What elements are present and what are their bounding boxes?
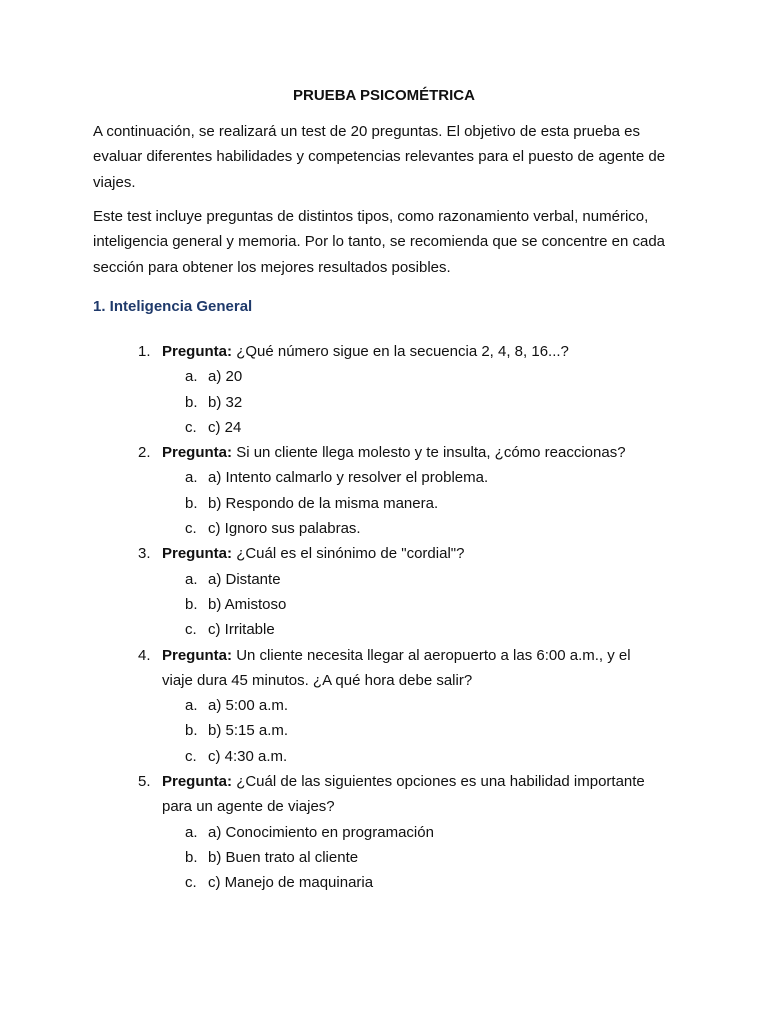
question-item — [0, 339, 768, 440]
question-line — [0, 643, 662, 694]
option-text: c) 4:30 a.m. — [208, 747, 288, 765]
page-title: PRUEBA PSICOMÉTRICA — [293, 87, 475, 104]
answer-option — [0, 516, 768, 541]
option-text: a) 20 — [208, 368, 243, 386]
answer-option — [0, 567, 768, 592]
question-item — [0, 541, 768, 642]
answer-option — [0, 592, 768, 617]
option-text: a) Distante — [208, 570, 281, 588]
option-letter: a. — [185, 368, 198, 386]
question-number: 4. — [138, 646, 151, 664]
question-item — [0, 643, 768, 769]
option-letter: b. — [185, 595, 198, 613]
answer-option — [0, 415, 768, 440]
option-text: b) 32 — [208, 393, 243, 411]
answer-option — [0, 617, 768, 642]
option-text: b) Respondo de la misma manera. — [208, 494, 439, 512]
option-text: b) Buen trato al cliente — [208, 848, 359, 866]
option-letter: c. — [185, 520, 197, 538]
option-text: c) Ignoro sus palabras. — [208, 520, 361, 538]
option-text: a) 5:00 a.m. — [208, 697, 289, 715]
question-line — [0, 440, 662, 465]
option-text: b) Amistoso — [208, 595, 287, 613]
option-letter: a. — [185, 823, 198, 841]
question-label: Pregunta: — [162, 773, 233, 791]
option-letter: a. — [185, 697, 198, 715]
question-label: Pregunta: — [162, 343, 233, 360]
option-letter: c. — [185, 418, 197, 436]
answer-option — [0, 845, 768, 870]
question-number: 2. — [138, 444, 151, 462]
option-letter: b. — [185, 722, 198, 740]
answer-option — [0, 820, 768, 845]
question-line — [0, 541, 662, 566]
intro-paragraph-2: Este test incluye preguntas de distintos tipos, como razonamiento verbal, numérico, inteligencia general y memoria. Por lo tanto, se recomienda que se concentre en cada sección para obtener los mejores resultados posibles. — [93, 208, 665, 276]
question-text: Un cliente necesita llegar al aeropuerto a las 6:00 a.m., y el viaje dura 45 minutos. ¿A qué hora debe salir? — [162, 646, 631, 689]
question-number: 3. — [138, 545, 151, 563]
question-number: 1. — [138, 343, 151, 360]
option-letter: c. — [185, 747, 197, 765]
option-letter: a. — [185, 469, 198, 487]
question-item — [0, 440, 768, 541]
section-heading: 1. Inteligencia General — [93, 298, 253, 315]
question-text: ¿Cuál es el sinónimo de "cordial"? — [236, 545, 465, 563]
answer-option — [0, 870, 768, 895]
question-text: ¿Cuál de las siguientes opciones es una habilidad importante para un agente de viajes? — [162, 773, 645, 816]
answer-option — [0, 693, 768, 718]
question-number: 5. — [138, 773, 151, 791]
question-label: Pregunta: — [162, 444, 233, 462]
option-text: c) 24 — [208, 418, 242, 436]
option-letter: c. — [185, 621, 197, 639]
option-text: a) Intento calmarlo y resolver el problema. — [208, 469, 489, 487]
option-letter: b. — [185, 494, 198, 512]
intro-paragraph-1: A continuación, se realizará un test de 20 preguntas. El objetivo de esta prueba es evaluar diferentes habilidades y competencias relevantes para el puesto de agente de viajes. — [93, 123, 666, 191]
option-text: b) 5:15 a.m. — [208, 722, 289, 740]
question-line — [0, 769, 662, 820]
option-text: a) Conocimiento en programación — [208, 823, 434, 841]
question-text: Si un cliente llega molesto y te insulta, ¿cómo reaccionas? — [236, 444, 626, 462]
question-text: ¿Qué número sigue en la secuencia 2, 4, 8, 16...? — [236, 343, 569, 360]
option-letter: b. — [185, 848, 198, 866]
answer-option — [0, 491, 768, 516]
question-label: Pregunta: — [162, 646, 233, 664]
option-letter: c. — [185, 874, 197, 892]
answer-option — [0, 390, 768, 415]
answer-option — [0, 744, 768, 769]
option-text: c) Irritable — [208, 621, 275, 639]
answer-option — [0, 718, 768, 743]
question-line — [0, 339, 662, 364]
option-letter: a. — [185, 570, 198, 588]
question-item — [0, 769, 768, 895]
answer-option — [0, 465, 768, 490]
question-label: Pregunta: — [162, 545, 233, 563]
option-text: c) Manejo de maquinaria — [208, 874, 374, 892]
answer-option — [0, 364, 768, 389]
question-list — [0, 339, 768, 896]
option-letter: b. — [185, 393, 198, 411]
